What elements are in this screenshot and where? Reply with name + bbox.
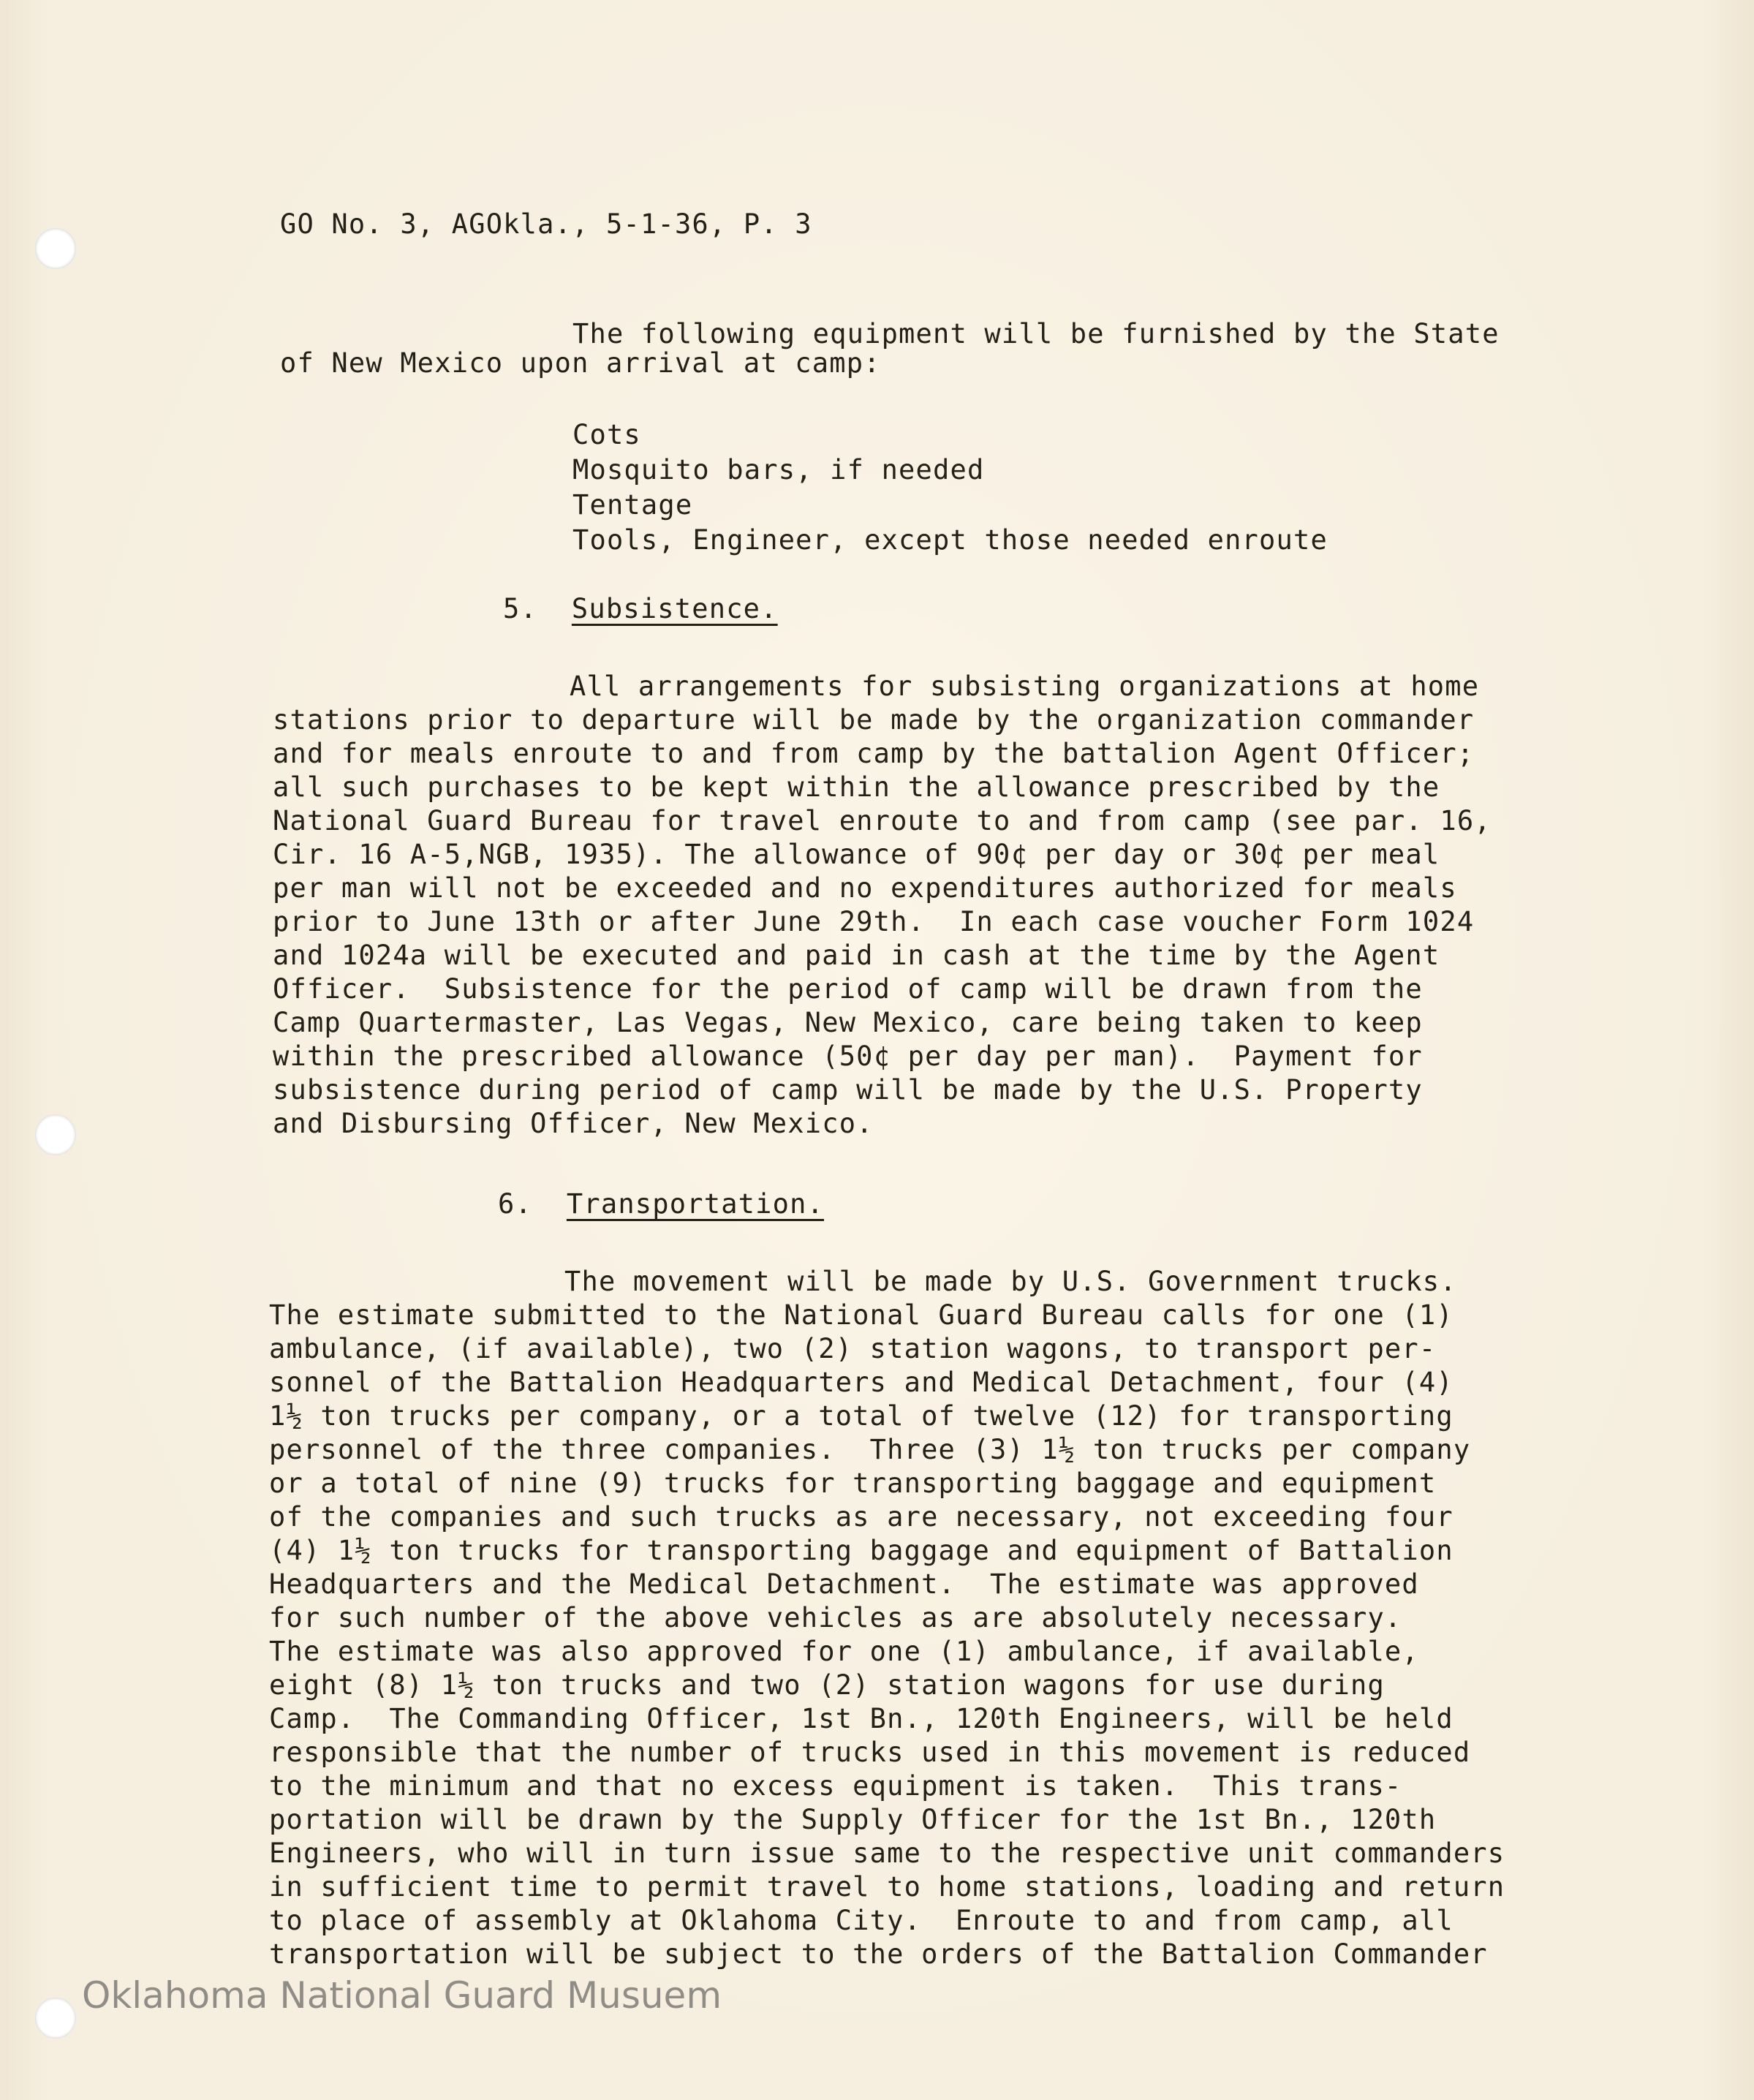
equipment-item: Cots (572, 419, 641, 450)
museum-watermark: Oklahoma National Guard Musuem (82, 1974, 722, 2017)
section-number: 5. (503, 593, 537, 624)
equipment-item: Tentage (572, 489, 693, 521)
section-5-line: within the prescribed allowance (50¢ per day per man). Payment for (273, 1040, 1423, 1072)
equipment-intro-line: of New Mexico upon arrival at camp: (280, 347, 881, 379)
section-6-line: transportation will be subject to the orders of the Battalion Commander (269, 1938, 1488, 1970)
punch-hole-bottom (35, 1998, 76, 2039)
equipment-item: Tools, Engineer, except those needed enroute (572, 524, 1328, 556)
section-5-line: National Guard Bureau for travel enroute to and from camp (see par. 16, (273, 805, 1492, 836)
section-5-line: subsistence during period of camp will be made by the U.S. Property (273, 1074, 1423, 1106)
punch-hole-middle (35, 1114, 76, 1155)
section-6-line: personnel of the three companies. Three (3) 1½ ton trucks per company (269, 1434, 1471, 1465)
section-5-line: stations prior to departure will be made by the organization commander (273, 704, 1475, 736)
section-6-line: The movement will be made by U.S. Government trucks. (564, 1266, 1457, 1297)
section-5-line: Camp Quartermaster, Las Vegas, New Mexico, care being taken to keep (273, 1007, 1423, 1038)
section-5-line: and Disbursing Officer, New Mexico. (273, 1108, 874, 1139)
section-6-line: in sufficient time to permit travel to home stations, loading and return (269, 1871, 1505, 1903)
section-6-line: portation will be drawn by the Supply Officer for the 1st Bn., 120th (269, 1804, 1437, 1835)
section-6-line: Engineers, who will in turn issue same to the respective unit commanders (269, 1837, 1505, 1869)
section-5-heading (503, 592, 778, 626)
section-5-line: all such purchases to be kept within the allowance prescribed by the (273, 771, 1440, 803)
section-6-line: (4) 1½ ton trucks for transporting baggage and equipment of Battalion (269, 1535, 1454, 1566)
section-6-line: ambulance, (if available), two (2) station wagons, to transport per- (269, 1333, 1437, 1364)
section-5-line: prior to June 13th or after June 29th. In each case voucher Form 1024 (273, 906, 1475, 937)
section-5-line: All arrangements for subsisting organizations at home (570, 671, 1480, 702)
section-6-line: eight (8) 1½ ton trucks and two (2) station wagons for use during (269, 1669, 1385, 1701)
section-6-line: The estimate was also approved for one (1) ambulance, if available, (269, 1636, 1419, 1667)
section-6-line: for such number of the above vehicles as are absolutely necessary. (269, 1602, 1402, 1633)
section-title: Transportation. (566, 1188, 825, 1220)
section-title: Subsistence. (571, 593, 778, 624)
section-number: 6. (498, 1188, 532, 1220)
section-6-line: Headquarters and the Medical Detachment. The estimate was approved (269, 1568, 1419, 1600)
section-6-line: or a total of nine (9) trucks for transporting baggage and equipment (269, 1468, 1437, 1499)
section-6-line: 1½ ton trucks per company, or a total of twelve (12) for transporting (269, 1400, 1454, 1432)
section-6-line: of the companies and such trucks as are necessary, not exceeding four (269, 1501, 1454, 1533)
section-5-line: and for meals enroute to and from camp by the battalion Agent Officer; (273, 738, 1475, 769)
section-6-line: The estimate submitted to the National Guard Bureau calls for one (1) (269, 1299, 1454, 1331)
section-6-line: responsible that the number of trucks used in this movement is reduced (269, 1737, 1471, 1768)
section-6-line: Camp. The Commanding Officer, 1st Bn., 120th Engineers, will be held (269, 1703, 1454, 1734)
equipment-intro-line: The following equipment will be furnished by the State (572, 318, 1500, 350)
section-6-heading (498, 1187, 824, 1221)
punch-hole-top (35, 228, 76, 269)
section-5-line: Cir. 16 A-5,NGB, 1935). The allowance of 90¢ per day or 30¢ per meal (273, 839, 1440, 870)
equipment-item: Mosquito bars, if needed (572, 454, 985, 486)
section-6-line: sonnel of the Battalion Headquarters and Medical Detachment, four (4) (269, 1367, 1454, 1398)
section-5-line: and 1024a will be executed and paid in cash at the time by the Agent (273, 940, 1440, 971)
section-5-line: Officer. Subsistence for the period of camp will be drawn from the (273, 973, 1423, 1005)
page-header: GO No. 3, AGOkla., 5-1-36, P. 3 (280, 208, 812, 240)
section-6-line: to place of assembly at Oklahoma City. Enroute to and from camp, all (269, 1905, 1454, 1936)
section-6-line: to the minimum and that no excess equipment is taken. This trans- (269, 1770, 1402, 1802)
section-5-line: per man will not be exceeded and no expenditures authorized for meals (273, 872, 1457, 904)
